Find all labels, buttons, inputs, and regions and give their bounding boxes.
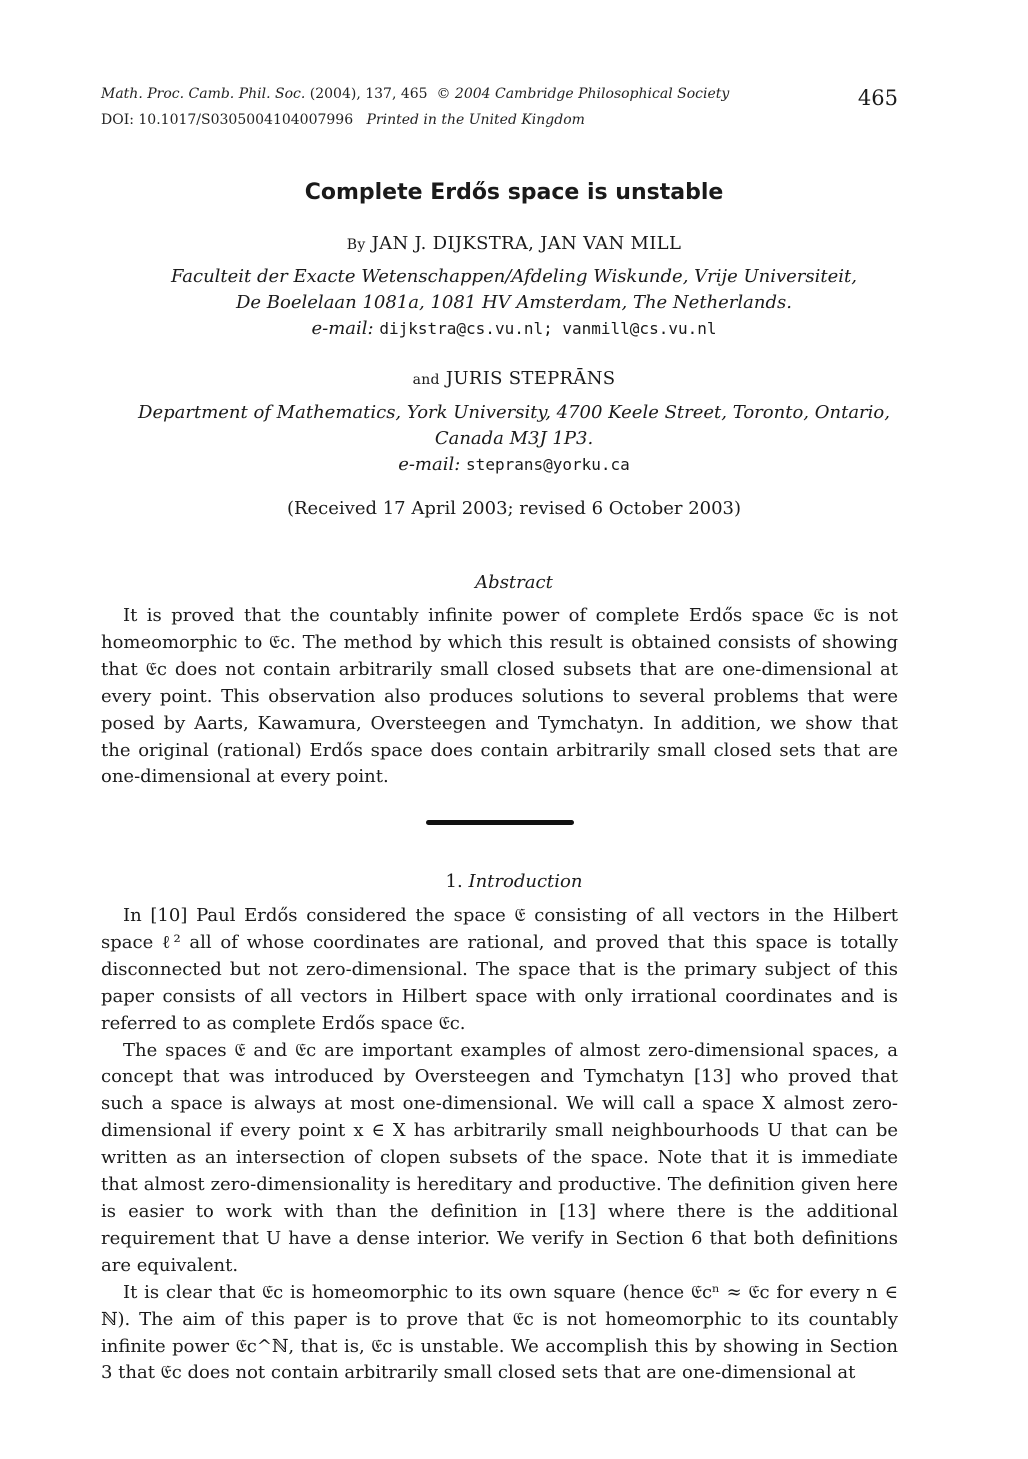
abstract-text: It is proved that the countably infinite power of complete Erdős space 𝔈c is not homeomorphic to 𝔈c. The method by which this result is obtained consists of showing that 𝔈c does not contain arbitrarily small closed subsets that are one-dimensional at every point. This observation also produces solutions to several problems that were posed by Aarts, Kawamura, Oversteegen and Tymchatyn. In addition, we show that the original (rational) Erdős space does contain arbitrarily small closed sets that are one-dimensional at every point.	[101, 605, 898, 788]
author-prefix: By	[346, 237, 366, 253]
received-dates: (Received 17 April 2003; revised 6 October 2003)	[286, 498, 742, 519]
affiliation-1-line-2: De Boelelaan 1081a, 1081 HV Amsterdam, The Netherlands.	[236, 292, 792, 313]
abstract-body	[101, 603, 898, 791]
paper-title: Complete Erdős space is unstable	[304, 180, 724, 205]
email-line-1: e-mail: dijkstra@cs.vu.nl; vanmill@cs.vu.nl	[311, 318, 717, 339]
doi: DOI: 10.1017/S0305004104007996	[101, 112, 354, 128]
email-address[interactable]: steprans@yorku.ca	[466, 455, 630, 474]
email-label: e-mail	[398, 454, 455, 475]
affiliation-2-line-1: Department of Mathematics, York University, 4700 Keele Street, Toronto, Ontario,	[138, 402, 890, 423]
journal-header-line1	[101, 86, 729, 102]
author-prefix: and	[412, 372, 440, 388]
author-line-2	[0, 368, 1028, 389]
section-heading	[0, 871, 1028, 892]
printed-notice: Printed in the United Kingdom	[366, 112, 585, 128]
email-address[interactable]: dijkstra@cs.vu.nl; vanmill@cs.vu.nl	[379, 319, 717, 338]
journal-name: Math. Proc. Camb. Phil. Soc.	[101, 86, 306, 102]
journal-header-line2	[101, 112, 585, 128]
section-body	[101, 903, 898, 1387]
section-number: 1.	[445, 871, 463, 892]
page-number: 465	[857, 86, 898, 110]
abstract-heading: Abstract	[475, 572, 553, 593]
paragraph: The spaces 𝔈 and 𝔈c are important examples of almost zero-dimensional spaces, a concept that was introduced by Oversteegen and Tymchatyn [13] who proved that such a space is always at most one-dimensional. We will call a space X almost zero-dimensional if every point x ∈ X has arbitrarily small neighbourhoods U that can be written as an intersection of clopen subsets of the space. Note that it is immediate that almost zero-dimensionality is hereditary and productive. The definition given here is easier to work with than the definition in [13] where there is the additional requirement that U have a dense interior. We verify in Section 6 that both definitions are equivalent.	[101, 1039, 898, 1276]
journal-year-volume: (2004), 137, 465	[309, 86, 428, 102]
copyright-notice: © 2004 Cambridge Philosophical Society	[436, 86, 730, 102]
author-names: JURIS STEPRĀNS	[445, 368, 616, 389]
affiliation-1-line-1: Faculteit der Exacte Wetenschappen/Afdeling Wiskunde, Vrije Universiteit,	[170, 266, 857, 287]
paragraph: It is clear that 𝔈c is homeomorphic to its own square (hence 𝔈cⁿ ≈ 𝔈c for every n ∈ ℕ). The aim of this paper is to prove that 𝔈c is not homeomorphic to its countably infinite power 𝔈c^ℕ, that is, 𝔈c is unstable. We accomplish this by showing in Section 3 that 𝔈c does not contain arbitrarily small closed sets that are one-dimensional at	[101, 1281, 898, 1384]
section-divider	[426, 820, 574, 825]
author-line-1	[0, 233, 1028, 254]
affiliation-2-line-2: Canada M3J 1P3.	[434, 428, 594, 449]
section-title: Introduction	[468, 871, 583, 892]
paragraph: In [10] Paul Erdős considered the space 𝔈 consisting of all vectors in the Hilbert space ℓ² all of whose coordinates are rational, and proved that this space is totally disconnected but not zero-dimensional. The space that is the primary subject of this paper consists of all vectors in Hilbert space with only irrational coordinates and is referred to as complete Erdős space 𝔈c.	[101, 905, 898, 1034]
email-line-2: e-mail: steprans@yorku.ca	[398, 454, 630, 475]
author-names: JAN J. DIJKSTRA, JAN VAN MILL	[371, 233, 682, 254]
email-label: e-mail	[311, 318, 368, 339]
